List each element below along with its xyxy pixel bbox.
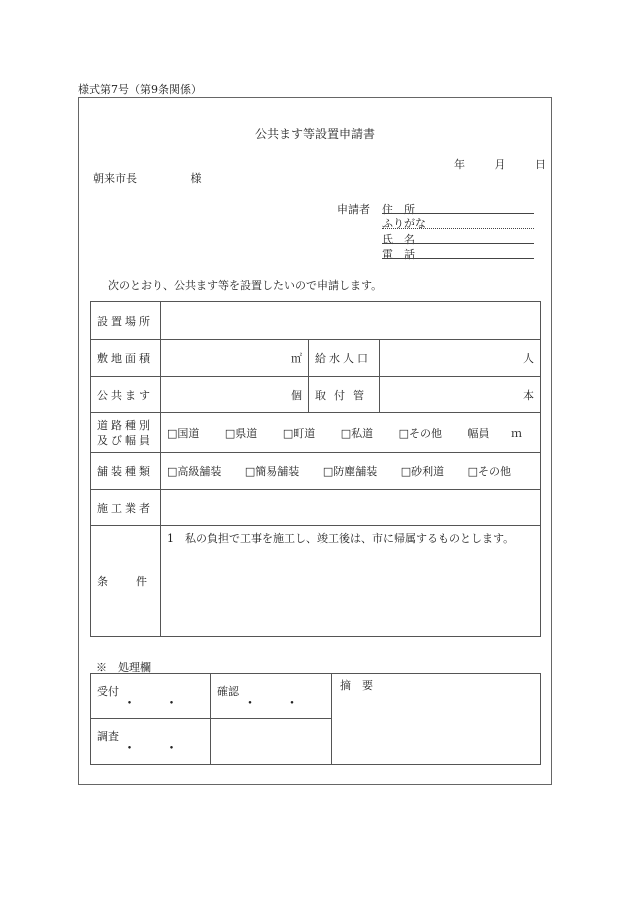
- applicant-address-line: [382, 213, 534, 214]
- basin-field[interactable]: 個: [161, 377, 309, 413]
- addressee-honorific: 様: [190, 172, 202, 185]
- received-label: 受付: [97, 685, 119, 698]
- paving-option-dustproof[interactable]: □防塵舗装: [322, 465, 378, 478]
- addressee: [93, 170, 202, 186]
- road-options: [161, 413, 541, 453]
- road-option-prefectural[interactable]: □県道: [224, 426, 258, 440]
- road-label: [91, 413, 161, 453]
- road-option-private[interactable]: □私道: [340, 426, 374, 440]
- survey-label: 調査: [97, 730, 119, 743]
- received-dots: [97, 696, 204, 712]
- date-day: 日: [535, 158, 546, 171]
- road-option-town[interactable]: □町道: [282, 426, 316, 440]
- location-label: 設置場所: [91, 302, 161, 340]
- applicant-address-label: 住 所: [382, 203, 415, 216]
- survey-dot-1: ・: [122, 741, 137, 757]
- contractor-label: 施工業者: [91, 490, 161, 526]
- paving-option-other[interactable]: □その他: [467, 465, 512, 478]
- survey-dots: [97, 741, 204, 757]
- survey-cell[interactable]: [91, 719, 211, 765]
- date-line: [454, 156, 546, 172]
- paving-option-simple[interactable]: □簡易舗装: [244, 465, 300, 478]
- conditions-text: 1 私の負担で工事を施工し、竣工後は、市に帰属するものとします。: [161, 526, 541, 637]
- applicant-name-line: [382, 243, 534, 244]
- contractor-field[interactable]: [161, 490, 541, 526]
- processing-table: [90, 673, 541, 765]
- applicant-furigana-label: ふりがな: [382, 217, 426, 230]
- date-year: 年: [454, 158, 465, 171]
- area-label: 敷地面積: [91, 340, 161, 377]
- form-number: 様式第7号（第9条関係）: [78, 83, 202, 96]
- confirmed-cell[interactable]: [211, 674, 332, 719]
- applicant-furigana-line: [382, 228, 534, 229]
- paving-option-high[interactable]: □高級舗装: [167, 465, 222, 478]
- conditions-label: 条 件: [91, 526, 161, 637]
- paving-option-gravel[interactable]: □砂利道: [400, 465, 445, 478]
- form-title: 公共ます等設置申請書: [254, 127, 375, 141]
- paving-options: [161, 453, 541, 490]
- intro-text: 次のとおり、公共ます等を設置したいので申請します。: [108, 279, 383, 292]
- area-field[interactable]: ㎡: [161, 340, 309, 377]
- paving-label: 舗装種類: [91, 453, 161, 490]
- applicant-label: 申請者: [337, 203, 370, 216]
- confirmed-dots: [217, 696, 325, 712]
- application-table: [90, 301, 541, 637]
- road-label-line-2: 及び幅員: [97, 433, 153, 447]
- confirmed-label: 確認: [217, 685, 239, 698]
- water-field[interactable]: 人: [380, 340, 541, 377]
- road-width-label: 幅員: [467, 426, 490, 440]
- addressee-name: 朝来市長: [93, 172, 137, 185]
- water-label: 給水人口: [309, 340, 380, 377]
- location-field[interactable]: [161, 302, 541, 340]
- road-width-unit: ｍ: [511, 426, 523, 440]
- received-cell[interactable]: [91, 674, 211, 719]
- road-option-other[interactable]: □その他: [398, 426, 443, 440]
- applicant-name-label: 氏 名: [382, 233, 415, 246]
- confirmed-dot-2: ・: [285, 696, 299, 712]
- applicant-phone-line: [382, 258, 534, 259]
- road-option-national[interactable]: □国道: [167, 426, 200, 440]
- summary-label: 摘 要: [340, 679, 373, 692]
- received-dot-1: ・: [122, 696, 137, 712]
- applicant-phone-label: 電 話: [382, 248, 415, 261]
- survey-dot-2: ・: [164, 741, 179, 757]
- received-dot-2: ・: [164, 696, 179, 712]
- pipe-label: 取付管: [309, 377, 380, 413]
- pipe-field[interactable]: 本: [380, 377, 541, 413]
- summary-cell[interactable]: [332, 674, 541, 765]
- processing-title: ※ 処理欄: [96, 661, 151, 674]
- basin-label: 公共ます: [91, 377, 161, 413]
- confirmed-dot-1: ・: [243, 696, 257, 712]
- road-label-line-1: 道路種別: [97, 418, 153, 432]
- date-month: 月: [494, 158, 506, 171]
- survey-empty-cell[interactable]: [211, 719, 332, 765]
